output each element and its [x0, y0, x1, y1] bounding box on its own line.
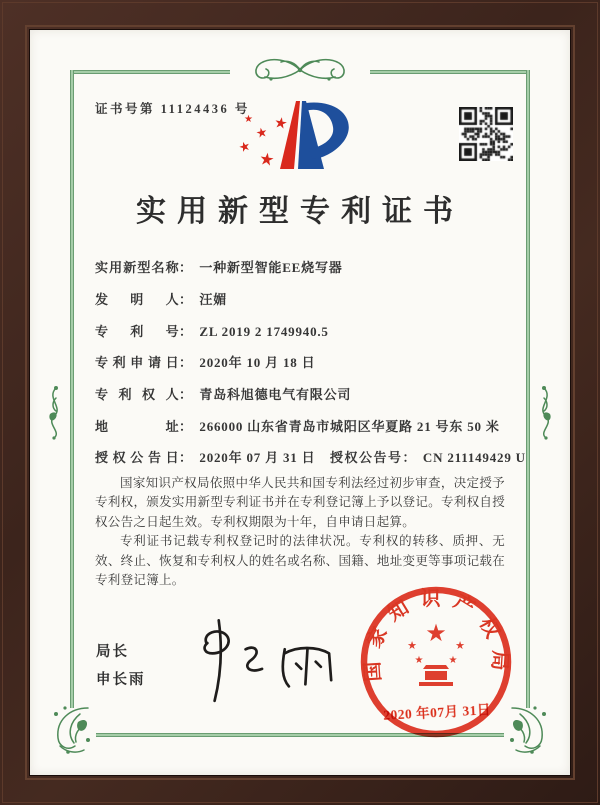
border-right-line — [526, 70, 530, 708]
emblem-star-icon: ★ — [455, 639, 465, 652]
colon: ： — [179, 292, 193, 307]
field-row-inventor — [95, 289, 227, 308]
emblem-star-icon: ★ — [425, 619, 447, 647]
signature — [160, 608, 360, 706]
field-value: CN 211149429 U — [422, 450, 526, 465]
body-paragraph: 专利证书记载专利权登记时的法律状况。专利权的转移、质押、无效、终止、恢复和专利权人的姓名或名称、国籍、地址变更等事项记载在专利登记簿上。 — [95, 534, 505, 588]
field-label: 授权公告号 — [330, 450, 403, 465]
field-label: 专利号 — [95, 324, 179, 339]
emblem-star-icon: ★ — [414, 655, 424, 666]
border-left-line — [70, 70, 74, 708]
field-value: 青岛科旭德电气有限公司 — [199, 387, 352, 402]
border-top-left-segment — [70, 70, 230, 74]
body-paragraph: 国家知识产权局依照中华人民共和国专利法经过初步审查，决定授予专利权，颁发实用新型专利证书并在专利登记簿上予以登记。专利权自授权公告之日起生效。专利权期限为十年，自申请日起算。 — [95, 476, 505, 529]
field-row-name — [95, 257, 343, 276]
field-label: 授权公告日 — [95, 450, 179, 465]
logo-star-icon: ★ — [236, 138, 253, 157]
border-top-right-segment — [370, 70, 530, 74]
emblem-gate-base — [419, 682, 453, 686]
field-value: 汪媚 — [199, 292, 228, 307]
colon: ： — [179, 450, 193, 465]
field-label: 专利权人 — [95, 387, 179, 402]
field-value: 2020年 07 月 31 日 — [199, 450, 316, 465]
field-row-patentee — [95, 384, 351, 403]
logo-star-icon: ★ — [254, 124, 270, 143]
signer-title: 局长 — [96, 644, 129, 660]
colon: ： — [179, 260, 193, 275]
grant-number-pair — [330, 447, 526, 466]
certificate-title: 实用新型专利证书 — [136, 195, 464, 228]
field-row-grant — [95, 447, 526, 466]
field-label: 实用新型名称 — [95, 260, 179, 275]
colon: ： — [179, 355, 193, 370]
certificate-number: 证书号第 11124436 号 — [95, 102, 250, 116]
cnipa-logo — [236, 95, 366, 175]
seal-ring-text: 国家知识产权局 — [361, 587, 511, 683]
field-value: ZL 2019 2 1749940.5 — [199, 324, 329, 339]
colon: ： — [179, 387, 193, 402]
field-label: 发明人 — [95, 292, 179, 307]
field-row-address — [95, 416, 500, 435]
field-value: 2020年 10 月 18 日 — [199, 355, 316, 370]
field-row-filing-date — [95, 352, 315, 371]
colon: ： — [402, 450, 416, 465]
field-value: 一种新型智能EE烧写器 — [199, 260, 343, 275]
bottom-left-flourish — [48, 702, 92, 756]
emblem-star-icon: ★ — [448, 655, 458, 666]
field-value: 266000 山东省青岛市城阳区华夏路 21 号东 50 米 — [199, 419, 500, 434]
colon: ： — [179, 419, 193, 434]
logo-star-icon: ★ — [272, 112, 290, 134]
top-flourish-ornament — [225, 52, 375, 88]
field-label: 地址 — [95, 419, 179, 434]
colon: ： — [179, 324, 193, 339]
emblem-gate-roof — [423, 665, 449, 669]
field-row-patent-no — [95, 321, 329, 340]
right-side-ornament — [534, 384, 558, 442]
certificate-body — [95, 474, 505, 590]
emblem-star-icon: ★ — [407, 639, 417, 652]
left-side-ornament — [42, 384, 66, 442]
field-label: 专利申请日 — [95, 355, 179, 370]
signer-name: 申长雨 — [96, 672, 146, 688]
seal-date: 2020 年07月 31日 — [382, 702, 492, 723]
logo-star-icon: ★ — [257, 149, 276, 171]
qr-code — [459, 107, 513, 161]
seal-emblem — [407, 619, 465, 686]
emblem-gate-body — [425, 671, 447, 680]
logo-star-icon: ★ — [244, 114, 253, 125]
